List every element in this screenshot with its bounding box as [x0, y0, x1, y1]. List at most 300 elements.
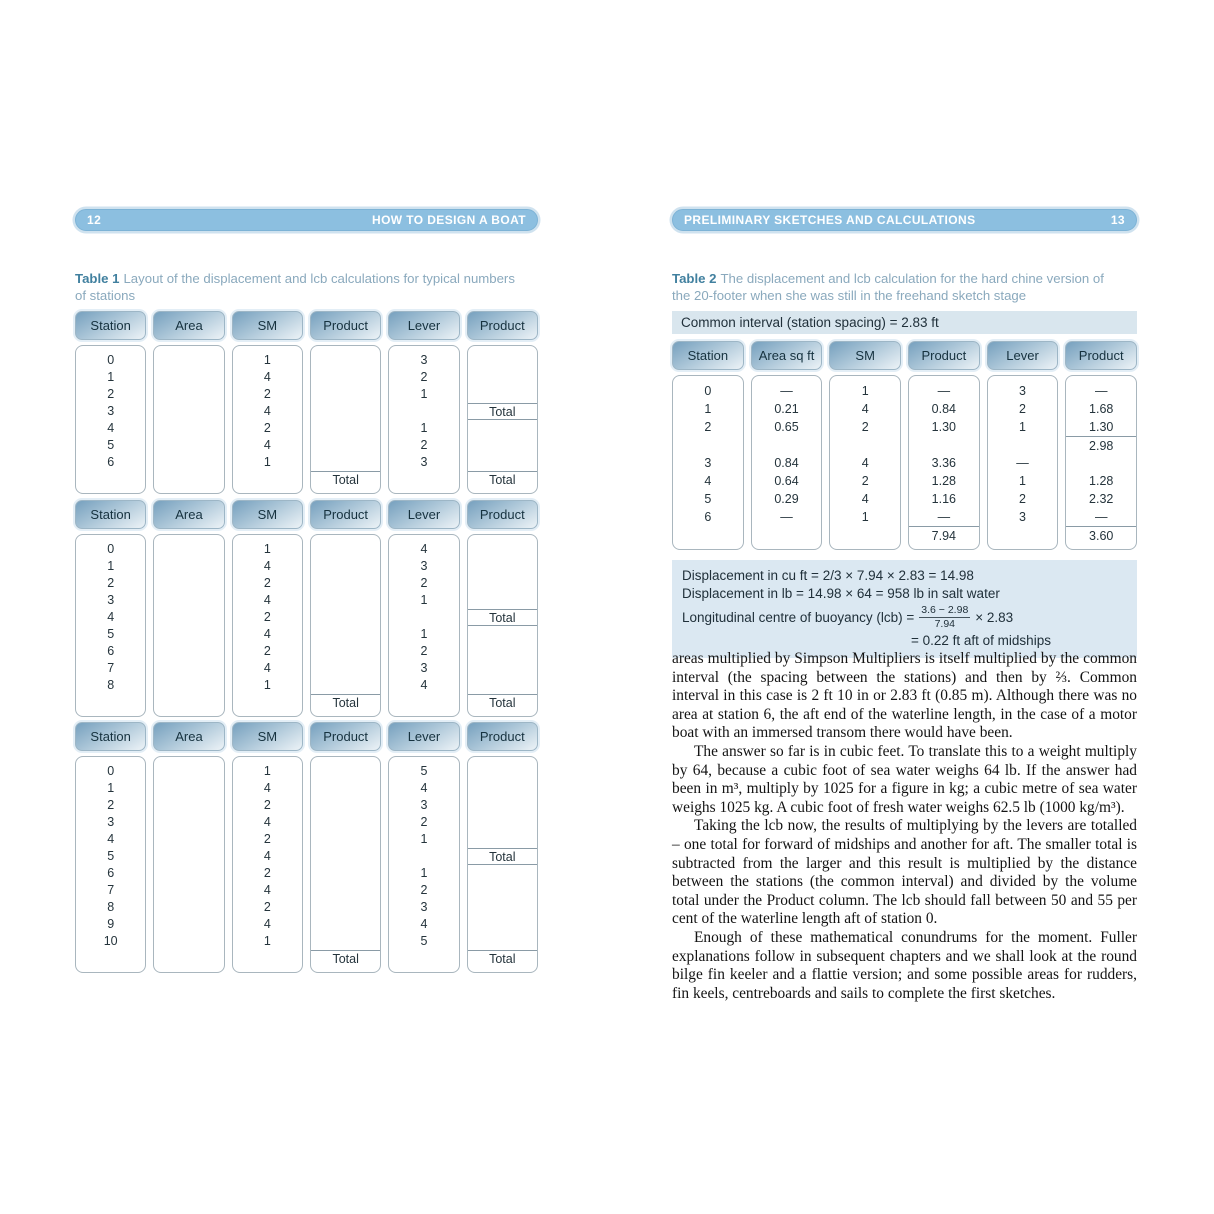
table-cell: 3 [420, 798, 428, 812]
table-cell [311, 609, 380, 626]
column-header: Product [467, 500, 538, 529]
column-body [232, 534, 303, 717]
table-cell: 0 [107, 542, 115, 556]
table-cell [468, 831, 537, 848]
table-column-sm [232, 500, 303, 717]
table-cell [468, 660, 537, 677]
table-cell: 1 [107, 370, 115, 384]
table-cell [311, 420, 380, 437]
table-cell: 4 [263, 559, 271, 573]
table-cell: 4 [420, 917, 428, 931]
table-column-station [75, 311, 146, 494]
table-cell [76, 471, 145, 488]
table-cell [76, 694, 145, 711]
table-cell [389, 950, 458, 967]
table-cell: 5 [107, 627, 115, 641]
table-cell [154, 916, 223, 933]
table-cell: 0 [107, 353, 115, 367]
table-cell [468, 575, 537, 592]
table-cell: 1 [107, 559, 115, 573]
table-cell: — [780, 510, 793, 524]
table-cell [154, 763, 223, 780]
table-column-station [672, 341, 744, 550]
table-cell [154, 643, 223, 660]
table-cell [154, 592, 223, 609]
table-cell: 2 [420, 883, 428, 897]
table-cell: 7 [107, 883, 115, 897]
table-cell [311, 541, 380, 558]
table-column-lever [388, 722, 459, 973]
table-cell: 1.16 [931, 492, 957, 506]
column-header: Area [153, 722, 224, 751]
column-body [388, 345, 459, 494]
column-body [388, 756, 459, 973]
table-cell: 1 [420, 593, 428, 607]
table-cell [468, 626, 537, 643]
table-cell [154, 558, 223, 575]
table-cell: — [1016, 456, 1029, 470]
table-cell [311, 386, 380, 403]
table-cell: 1.28 [1089, 474, 1114, 488]
table-cell [830, 436, 900, 454]
table-cell [311, 899, 380, 916]
table-column-lever [388, 311, 459, 494]
table-cell: 4 [861, 402, 869, 416]
table-cell: 2 [263, 832, 271, 846]
table-cell [468, 763, 537, 780]
table-cell [154, 626, 223, 643]
table-cell: 4 [263, 815, 271, 829]
table-cell: 2 [263, 576, 271, 590]
calc-lcb-suffix: × 2.83 [975, 609, 1014, 625]
table-cell [311, 660, 380, 677]
table-cell: 3 [420, 900, 428, 914]
table-cell: 3.36 [931, 456, 957, 470]
table-column-station [75, 722, 146, 973]
table-cell [468, 882, 537, 899]
table-cell: Total [468, 403, 537, 420]
column-body [829, 375, 901, 550]
table-cell: 6 [107, 644, 115, 658]
column-header: Station [75, 500, 146, 529]
table-cell: 2 [420, 815, 428, 829]
table-cell: 1 [420, 832, 428, 846]
table-column-area-sq-ft [751, 341, 823, 550]
table-cell: Total [468, 471, 537, 488]
table-cell: 3 [420, 353, 428, 367]
table-cell [311, 933, 380, 950]
table-cell: 5 [704, 492, 712, 506]
table-cell [154, 677, 223, 694]
table-cell [468, 814, 537, 831]
table-cell [468, 454, 537, 471]
column-header: SM [232, 500, 303, 529]
table-cell [154, 814, 223, 831]
table-cell [154, 865, 223, 882]
table-column-lever [987, 341, 1059, 550]
column-header: Area [153, 500, 224, 529]
table-cell [154, 369, 223, 386]
table-cell: 2 [1019, 402, 1026, 416]
table-cell [468, 780, 537, 797]
table-column-station [75, 500, 146, 717]
table-cell: 2 [420, 370, 428, 384]
table-cell: 1.68 [1089, 402, 1114, 416]
table-cell: 4 [263, 661, 271, 675]
table-cell [389, 403, 458, 420]
table-cell [154, 471, 223, 488]
table-cell [154, 660, 223, 677]
table-cell [311, 403, 380, 420]
table2-displacement-calc [672, 341, 1137, 550]
table-cell: 1 [861, 510, 869, 524]
table-cell: 3 [1019, 510, 1026, 524]
table-cell: 2 [263, 644, 271, 658]
table-cell: 9 [107, 917, 115, 931]
column-header: Product [310, 500, 381, 529]
column-body [75, 534, 146, 717]
table-cell [154, 933, 223, 950]
paragraph: Enough of these mathematical conundrums for the moment. Fuller explanations follow in subsequent chapters and we shall look at the round bilge fin keeler and a flattie version; and some possible areas for rudders, fin keels, centreboards and sails to complete the first sketches. [672, 928, 1137, 1002]
column-header: Lever [388, 500, 459, 529]
table-cell: 0.21 [774, 402, 799, 416]
table1-caption-text: Layout of the displacement and lcb calculations for typical numbers of stations [75, 271, 515, 303]
column-body [908, 375, 980, 550]
table-cell [1066, 454, 1136, 472]
table-cell [154, 848, 223, 865]
column-body [672, 375, 744, 550]
column-body [467, 534, 538, 717]
table-cell: 1.28 [931, 474, 957, 488]
column-header: Product [467, 722, 538, 751]
column-header: Lever [388, 311, 459, 340]
table-cell: — [937, 384, 951, 398]
table-cell: 4 [263, 917, 271, 931]
table-cell: Total [468, 694, 537, 711]
table-cell [389, 609, 458, 626]
column-header: Product [908, 341, 980, 370]
table2-caption-label: Table 2 [672, 271, 717, 286]
table-cell: 8 [107, 900, 115, 914]
table2-caption-text: The displacement and lcb calculation for the hard chine version of the 20-footer when she was still in the freehand sketch stage [672, 271, 1104, 303]
table-cell [154, 575, 223, 592]
table-cell [233, 950, 302, 967]
table-cell: 0 [704, 384, 712, 398]
table-cell [154, 420, 223, 437]
table-cell: 1 [263, 455, 271, 469]
table-cell: 4 [704, 474, 712, 488]
column-body [310, 345, 381, 494]
table-cell: 3 [1019, 384, 1026, 398]
calculation-panel [672, 560, 1137, 658]
table-cell [752, 526, 822, 544]
table-cell: 8 [107, 678, 115, 692]
table1-group-11-stations [75, 722, 538, 973]
table-cell [76, 950, 145, 967]
table-cell: — [780, 384, 793, 398]
table-cell: 0.64 [774, 474, 799, 488]
table-cell: — [1094, 384, 1108, 398]
table-cell [468, 899, 537, 916]
table-cell: 1 [704, 402, 712, 416]
table-cell [673, 526, 743, 544]
table-cell: 2 [420, 576, 428, 590]
table-cell: 1 [263, 764, 271, 778]
column-body [153, 756, 224, 973]
table-cell: 2 [861, 420, 869, 434]
table-cell [909, 436, 979, 454]
table-cell: 2 [263, 866, 271, 880]
table-cell: 2.32 [1089, 492, 1114, 506]
left-page [75, 0, 538, 1214]
table-cell [389, 694, 458, 711]
column-header: Station [75, 722, 146, 751]
column-header: Lever [987, 341, 1059, 370]
column-body [467, 345, 538, 494]
table-cell: 1 [420, 387, 428, 401]
right-running-head-bar [672, 209, 1137, 231]
column-body [310, 534, 381, 717]
table-cell: 1 [1019, 420, 1026, 434]
table-cell [468, 933, 537, 950]
column-body [232, 756, 303, 973]
column-body [75, 756, 146, 973]
table-column-product [310, 500, 381, 717]
column-header: SM [232, 722, 303, 751]
lcb-fraction [919, 605, 970, 630]
table-cell [154, 780, 223, 797]
table-cell: 2 [1019, 492, 1026, 506]
table-cell [468, 677, 537, 694]
table-cell [154, 454, 223, 471]
table-cell [311, 763, 380, 780]
table-cell [673, 436, 743, 454]
table-cell [154, 882, 223, 899]
table-cell: 0.84 [774, 456, 799, 470]
column-header: SM [232, 311, 303, 340]
column-header: Product [310, 722, 381, 751]
common-interval-note: Common interval (station spacing) = 2.83 ft [672, 311, 1137, 334]
table-cell [389, 848, 458, 865]
table-cell: 0.65 [774, 420, 799, 434]
table-cell [311, 780, 380, 797]
table-cell [988, 526, 1058, 544]
left-running-head-title: HOW TO DESIGN A BOAT [372, 213, 526, 227]
table1-caption [75, 270, 527, 304]
table2-caption [672, 270, 1124, 304]
table-cell [154, 694, 223, 711]
column-header: Station [75, 311, 146, 340]
column-header: Area sq ft [751, 341, 823, 370]
table-cell: 3 [107, 593, 115, 607]
table-cell [311, 814, 380, 831]
table-cell [154, 352, 223, 369]
table-column-product [908, 341, 980, 550]
table-cell [154, 403, 223, 420]
table-cell: 3 [704, 456, 712, 470]
table-cell [311, 916, 380, 933]
table-cell [311, 643, 380, 660]
table-cell [468, 420, 537, 437]
table-cell: 1 [263, 353, 271, 367]
table-cell [311, 677, 380, 694]
table-cell: 1 [420, 421, 428, 435]
table-cell [154, 437, 223, 454]
table-cell: 3 [420, 455, 428, 469]
table-cell: 1.30 [931, 420, 957, 434]
paragraph: The answer so far is in cubic feet. To translate this to a weight multiply by 64, because a cubic foot of sea water weighs 64 lb. If the answer had been in m³, multiply by 1025 for a figure in kg; a cubic metre of sea water weighs 1025 kg. A cubic foot of fresh water weighs 62.5 lb (1000 kg/m³). [672, 742, 1137, 816]
table-cell [468, 592, 537, 609]
table-cell: — [937, 510, 951, 524]
table-cell: 6 [704, 510, 712, 524]
table-cell: 0 [107, 764, 115, 778]
table-cell [468, 558, 537, 575]
table-cell [468, 797, 537, 814]
table-cell [468, 386, 537, 403]
table-cell: 4 [263, 849, 271, 863]
table-cell: 4 [263, 370, 271, 384]
right-page [672, 0, 1137, 1214]
table-cell: 4 [861, 456, 869, 470]
table-cell: 1 [861, 384, 869, 398]
column-body [388, 534, 459, 717]
table-cell: 4 [107, 421, 115, 435]
table-cell: 2.98 [1066, 436, 1136, 454]
column-header: Product [310, 311, 381, 340]
table-cell [389, 471, 458, 488]
table-cell: 4 [263, 627, 271, 641]
table-cell: 6 [107, 866, 115, 880]
table-cell: 5 [107, 438, 115, 452]
table-cell: Total [311, 694, 380, 711]
column-body [987, 375, 1059, 550]
table1-caption-label: Table 1 [75, 271, 120, 286]
table-cell: 2 [107, 387, 115, 401]
table-cell [468, 865, 537, 882]
table-cell [311, 848, 380, 865]
table-cell [233, 694, 302, 711]
table-cell [988, 436, 1058, 454]
table-cell: 4 [263, 438, 271, 452]
table-cell: 2 [107, 798, 115, 812]
table-cell: 3 [107, 404, 115, 418]
table-column-area [153, 722, 224, 973]
column-body [310, 756, 381, 973]
column-body [751, 375, 823, 550]
table-column-area [153, 311, 224, 494]
table-cell [154, 899, 223, 916]
table-cell [311, 352, 380, 369]
column-header: SM [829, 341, 901, 370]
table-cell [468, 916, 537, 933]
table-cell [311, 797, 380, 814]
column-body [75, 345, 146, 494]
table-cell: 1.30 [1089, 420, 1114, 434]
table-cell: 1 [263, 542, 271, 556]
table-cell: 1 [263, 678, 271, 692]
table-column-area [153, 500, 224, 717]
table-cell: 2 [107, 576, 115, 590]
table-column-sm [829, 341, 901, 550]
table-cell: 4 [420, 678, 428, 692]
column-body [232, 345, 303, 494]
table-column-product [310, 722, 381, 973]
table-cell [752, 436, 822, 454]
table-cell [468, 352, 537, 369]
table-cell [468, 437, 537, 454]
table-cell: 3 [420, 559, 428, 573]
paragraph: Taking the lcb now, the results of multiplying by the levers are totalled – one total for forward of midships and another for aft. The smaller total is subtracted from the larger and this result is multiplied by the distance between the stations (the common interval) and divided by the volume total under the Product column. The lcb should fall between 50 and 55 per cent of the waterline length aft of station 0. [672, 817, 1137, 928]
table-cell: 4 [263, 781, 271, 795]
table-cell [233, 471, 302, 488]
table-column-sm [232, 311, 303, 494]
table-cell: 2 [263, 610, 271, 624]
table-column-product [310, 311, 381, 494]
table-cell: 3.60 [1066, 526, 1136, 544]
table-cell [311, 369, 380, 386]
table-cell [468, 643, 537, 660]
table-cell: 4 [420, 542, 428, 556]
table-cell [311, 592, 380, 609]
table-cell: 4 [263, 593, 271, 607]
table-cell [154, 386, 223, 403]
table-cell [154, 950, 223, 967]
table-cell [154, 541, 223, 558]
table-cell: Total [468, 609, 537, 626]
table-cell: 7.94 [909, 526, 979, 544]
table-cell: 2 [420, 438, 428, 452]
column-header: Product [1065, 341, 1137, 370]
table-cell [311, 454, 380, 471]
table-cell: Total [311, 950, 380, 967]
table-cell [311, 437, 380, 454]
table-cell: 2 [861, 474, 869, 488]
table-cell: Total [468, 848, 537, 865]
table-cell: 4 [420, 781, 428, 795]
column-body [153, 345, 224, 494]
column-body [1065, 375, 1137, 550]
table-cell: 4 [861, 492, 869, 506]
right-running-head-title: PRELIMINARY SKETCHES AND CALCULATIONS [684, 213, 976, 227]
table-cell: 0.84 [931, 402, 957, 416]
calc-lcb-formula [682, 605, 1127, 630]
table-cell: 2 [420, 644, 428, 658]
table-cell: Total [311, 471, 380, 488]
table-cell [154, 831, 223, 848]
table-cell: 4 [263, 883, 271, 897]
table-cell: 1 [263, 934, 271, 948]
table-cell: 4 [107, 610, 115, 624]
table-cell: 1 [420, 866, 428, 880]
table-cell [311, 882, 380, 899]
table-cell: 6 [107, 455, 115, 469]
lcb-fraction-denominator: 7.94 [934, 618, 955, 630]
column-header: Product [467, 311, 538, 340]
table-cell: 3 [420, 661, 428, 675]
column-body [467, 756, 538, 973]
calc-lcb-result: = 0.22 ft aft of midships [911, 633, 1051, 648]
table-column-product [467, 311, 538, 494]
left-running-head-bar [75, 209, 538, 231]
table-cell: 4 [107, 832, 115, 846]
table-column-product [467, 500, 538, 717]
body-text [672, 650, 1137, 1003]
right-page-number: 13 [1110, 213, 1125, 227]
table-cell: 3 [107, 815, 115, 829]
column-body [153, 534, 224, 717]
table-cell: 10 [103, 934, 118, 948]
table-cell: 2 [704, 420, 712, 434]
